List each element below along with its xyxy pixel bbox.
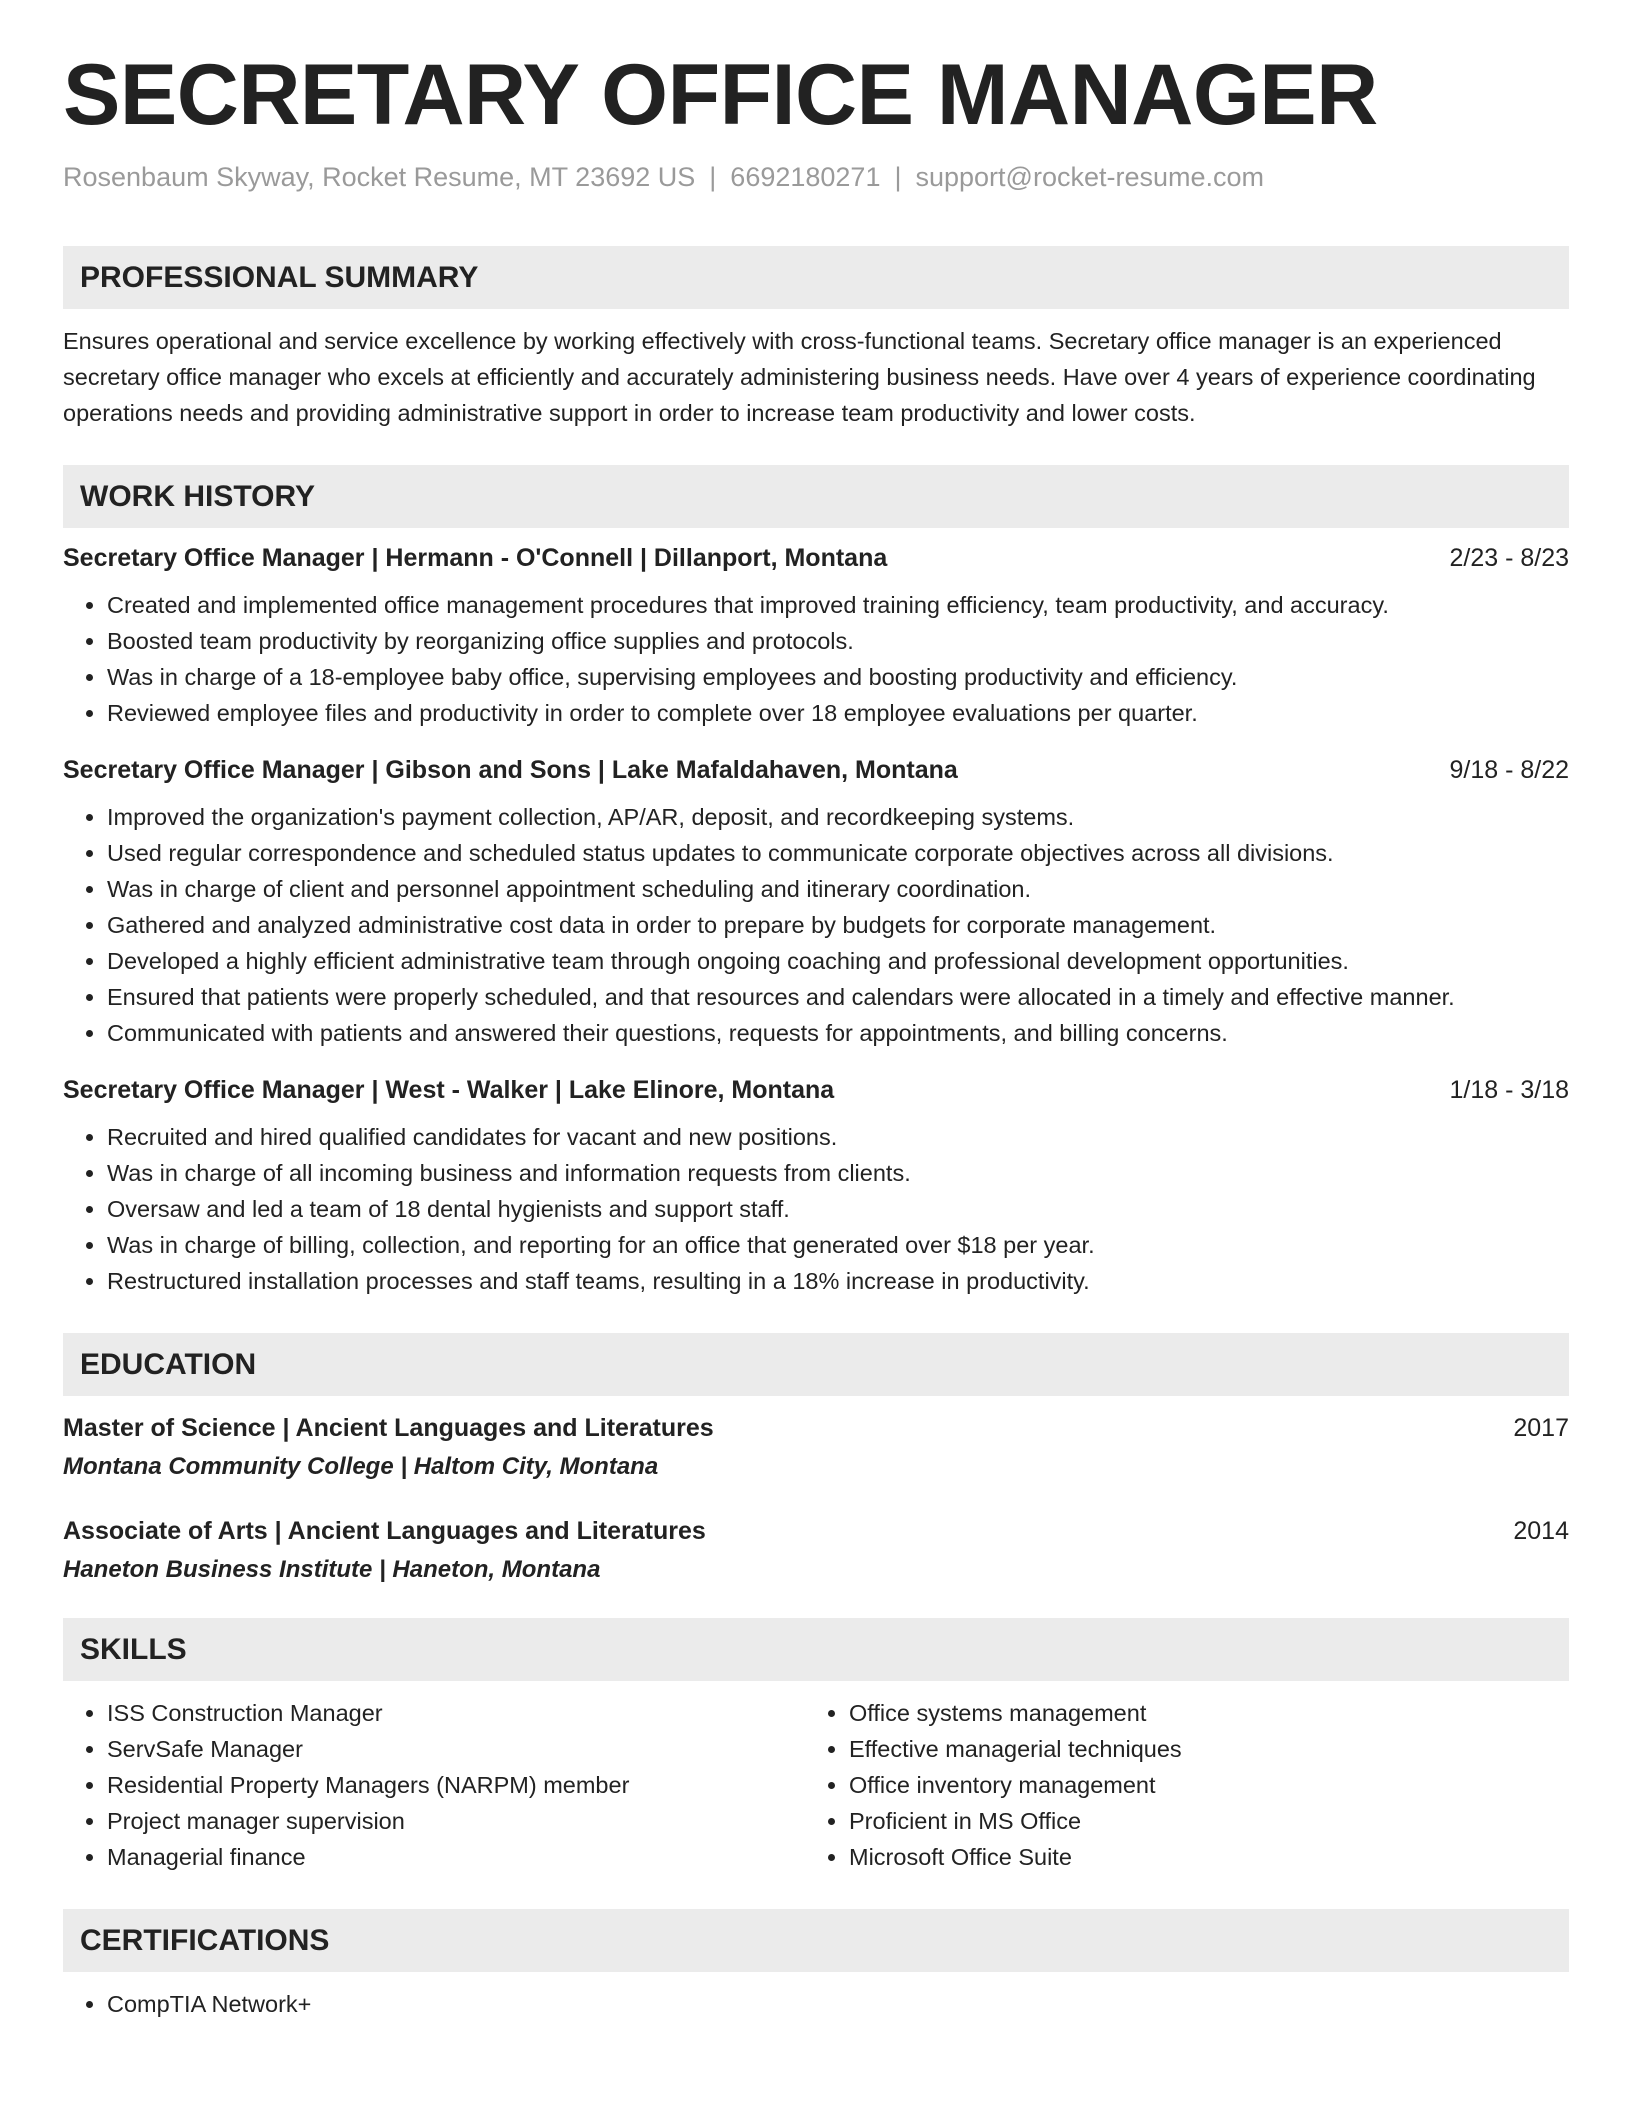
skill-item: • ServSafe Manager <box>107 1731 805 1767</box>
job-bullets <box>63 587 1569 731</box>
skill-item: • Residential Property Managers (NARPM) member <box>107 1767 805 1803</box>
job-bullet: • Boosted team productivity by reorganizing office supplies and protocols. <box>107 623 1569 659</box>
job-entry <box>63 1076 1569 1299</box>
certification-item: • CompTIA Network+ <box>107 1986 1569 2022</box>
contact-line <box>63 162 1569 193</box>
section-heading-skills: SKILLS <box>63 1618 1569 1681</box>
skill-item: • Managerial finance <box>107 1839 805 1875</box>
skills-list-left <box>63 1695 805 1875</box>
education-school: Haneton Business Institute | Haneton, Montana <box>63 1556 601 1583</box>
job-bullet: • Used regular correspondence and scheduled status updates to communicate corporate objectives across all divisions. <box>107 835 1569 871</box>
job-bullet: • Developed a highly efficient administrative team through ongoing coaching and professional development opportunities. <box>107 943 1569 979</box>
education-entry <box>63 1517 1569 1584</box>
education-header <box>63 1517 1569 1546</box>
job-bullets <box>63 799 1569 1051</box>
skills-columns <box>63 1681 1569 1875</box>
job-bullet: • Gathered and analyzed administrative cost data in order to prepare by budgets for corporate management. <box>107 907 1569 943</box>
job-bullet: • Ensured that patients were properly scheduled, and that resources and calendars were allocated in a timely and effective manner. <box>107 979 1569 1015</box>
summary-text: Ensures operational and service excellence by working effectively with cross-functional teams. Secretary office manager is an experienced secretary office manager who excels at efficiently and accurately administering business needs. Have over 4 years of experience coordinating operations needs and providing administrative support in order to increase team productivity and lower costs. <box>63 328 1536 426</box>
job-title: Secretary Office Manager | Hermann - O'Connell | Dillanport, Montana <box>63 544 888 572</box>
job-header <box>63 544 1569 573</box>
section-heading-summary: PROFESSIONAL SUMMARY <box>63 246 1569 309</box>
job-bullets <box>63 1119 1569 1299</box>
education-year: 2014 <box>1513 1517 1569 1545</box>
section-heading-certifications: CERTIFICATIONS <box>63 1909 1569 1972</box>
candidate-name: SECRETARY OFFICE MANAGER <box>63 47 1378 143</box>
skill-item: • Microsoft Office Suite <box>849 1839 1182 1875</box>
job-bullet: • Restructured installation processes and staff teams, resulting in a 18% increase in productivity. <box>107 1263 1569 1299</box>
education-degree: Associate of Arts | Ancient Languages and Literatures <box>63 1517 706 1545</box>
job-bullet: • Was in charge of a 18-employee baby office, supervising employees and boosting productivity and efficiency. <box>107 659 1569 695</box>
skills-list-right <box>805 1695 1182 1875</box>
skill-item: • ISS Construction Manager <box>107 1695 805 1731</box>
section-heading-work-history: WORK HISTORY <box>63 465 1569 528</box>
job-header <box>63 756 1569 785</box>
skill-item: • Effective managerial techniques <box>849 1731 1182 1767</box>
job-entry <box>63 544 1569 731</box>
education-school: Montana Community College | Haltom City, Montana <box>63 1453 659 1480</box>
contact-email: support@rocket-resume.com <box>915 162 1265 192</box>
education-header <box>63 1414 1569 1443</box>
certifications-list <box>63 1986 1569 2022</box>
skill-item: • Proficient in MS Office <box>849 1803 1182 1839</box>
job-dates: 1/18 - 3/18 <box>1449 1076 1569 1104</box>
job-bullet: • Communicated with patients and answered their questions, requests for appointments, and billing concerns. <box>107 1015 1569 1051</box>
skill-item: • Project manager supervision <box>107 1803 805 1839</box>
section-heading-education: EDUCATION <box>63 1333 1569 1396</box>
job-title: Secretary Office Manager | West - Walker | Lake Elinore, Montana <box>63 1076 835 1104</box>
job-bullet: • Oversaw and led a team of 18 dental hygienists and support staff. <box>107 1191 1569 1227</box>
job-bullet: • Was in charge of billing, collection, and reporting for an office that generated over $18 per year. <box>107 1227 1569 1263</box>
skill-item: • Office inventory management <box>849 1767 1182 1803</box>
education-entry <box>63 1414 1569 1481</box>
job-bullet: • Improved the organization's payment collection, AP/AR, deposit, and recordkeeping systems. <box>107 799 1569 835</box>
skill-item: • Office systems management <box>849 1695 1182 1731</box>
contact-separator: | <box>709 162 717 192</box>
contact-separator: | <box>894 162 902 192</box>
job-bullet: • Was in charge of client and personnel appointment scheduling and itinerary coordination. <box>107 871 1569 907</box>
job-dates: 9/18 - 8/22 <box>1449 756 1569 784</box>
job-bullet: • Recruited and hired qualified candidates for vacant and new positions. <box>107 1119 1569 1155</box>
contact-address: Rosenbaum Skyway, Rocket Resume, MT 23692 US <box>63 162 696 192</box>
education-year: 2017 <box>1513 1414 1569 1442</box>
contact-phone: 6692180271 <box>730 162 881 192</box>
job-bullet: • Reviewed employee files and productivity in order to complete over 18 employee evaluations per quarter. <box>107 695 1569 731</box>
job-dates: 2/23 - 8/23 <box>1449 544 1569 572</box>
education-degree: Master of Science | Ancient Languages and Literatures <box>63 1414 714 1442</box>
job-bullet: • Was in charge of all incoming business and information requests from clients. <box>107 1155 1569 1191</box>
job-entry <box>63 756 1569 1051</box>
job-bullet: • Created and implemented office management procedures that improved training efficiency, team productivity, and accuracy. <box>107 587 1569 623</box>
job-title: Secretary Office Manager | Gibson and Sons | Lake Mafaldahaven, Montana <box>63 756 958 784</box>
job-header <box>63 1076 1569 1105</box>
